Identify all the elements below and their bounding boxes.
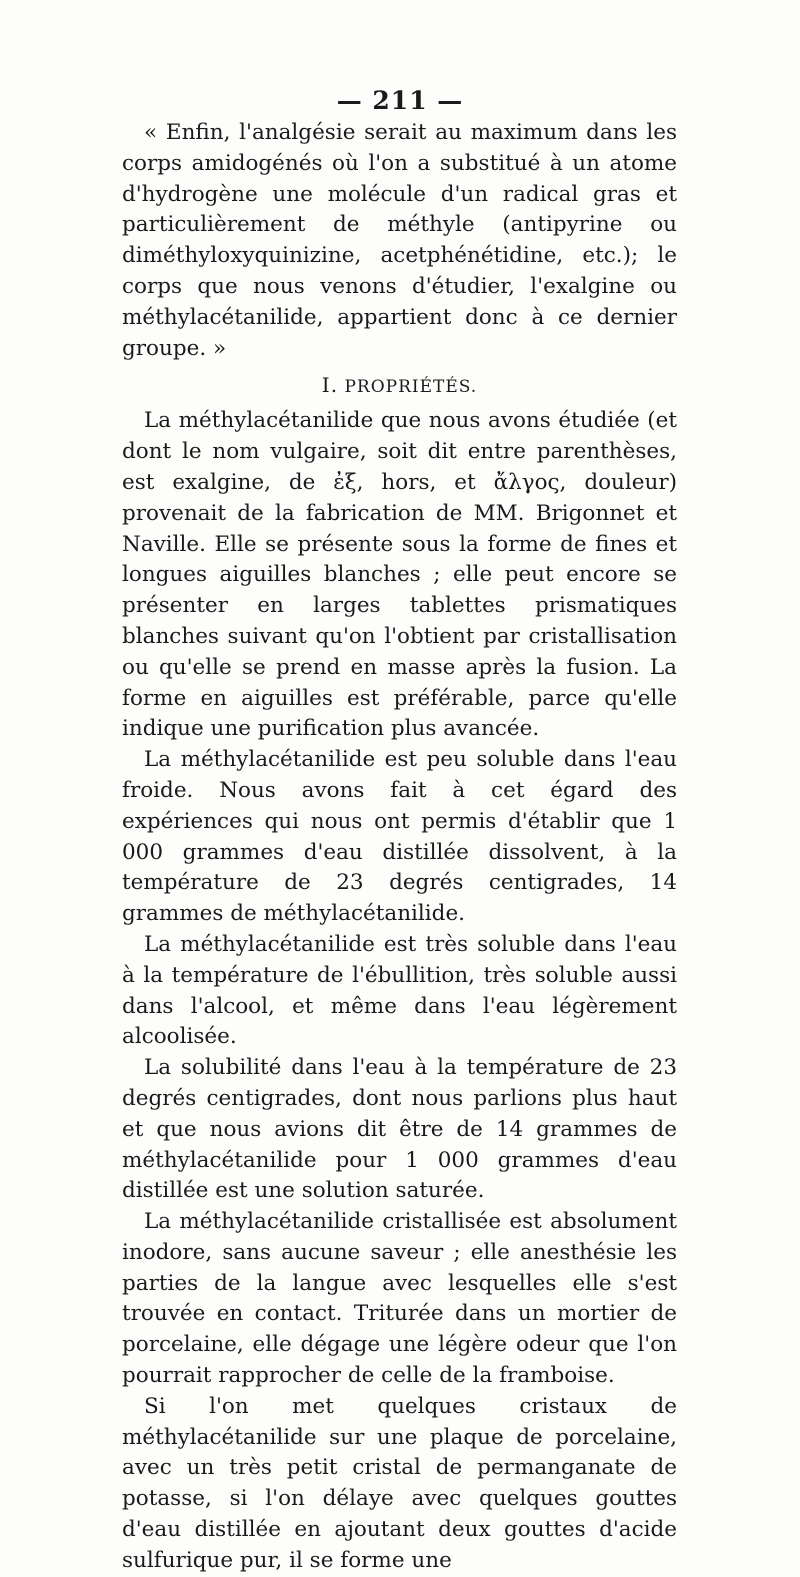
paragraph: La méthylacétanilide est peu soluble dans l'eau froide. Nous avons fait à cet égard des expériences qui nous ont permis d'établir que 1 000 grammes d'eau distillée dissolvent, à la température de 23 degrés centigrades, 14 grammes de méthylacétanilide. <box>122 747 677 927</box>
paragraph: La solubilité dans l'eau à la température de 23 degrés centigrades, dont nous parlions plus haut et que nous avions dit être de 14 grammes de méthylacétanilide pour 1 000 grammes d'eau distillée est une solution saturée. <box>122 1055 677 1204</box>
paragraph-quote: « Enfin, l'analgésie serait au maximum dans les corps amidogénés où l'on a substitué à un atome d'hydrogène une molécule d'un radical gras et particulièrement de méthyle (antipyrine ou diméthyloxyquinizine, acetphénétidine, etc.); le corps que nous venons d'étudier, l'exalgine ou méthylacétanilide, appartient donc à ce dernier groupe. » <box>122 120 677 361</box>
paragraph: Si l'on met quelques cristaux de méthylacétanilide sur une plaque de porcelaine, avec un très petit cristal de permanganate de potasse, si l'on délaye avec quelques gouttes d'eau distillée en ajoutant deux gouttes d'acide sulfurique pur, il se forme une <box>122 1393 677 1573</box>
paragraph: La méthylacétanilide que nous avons étudiée (et dont le nom vulgaire, soit dit entre parenthèses, est exalgine, de ἐξ, hors, et ἄλγος, douleur) provenait de la fabrication de MM. Brigonnet et Naville. Elle se présente sous la forme de fines et longues aiguilles blanches ; elle peut encore se présenter en larges tablettes prismatiques blanches suivant qu'on l'obtient par cristallisation ou qu'elle se prend en masse après la fusion. La forme en aiguilles est préférable, parce qu'elle indique une purification plus avancée. <box>122 408 677 742</box>
body-text <box>122 118 677 1577</box>
paragraph: La méthylacétanilide est très soluble dans l'eau à la température de l'ébullition, très soluble aussi dans l'alcool, et même dans l'eau légèrement alcoolisée. <box>122 931 677 1050</box>
section-title: PROPRIÉTÉS. <box>344 377 478 398</box>
page-number: — 211 — <box>336 86 464 115</box>
section-heading <box>122 370 677 402</box>
paragraph: La méthylacétanilide cristallisée est absolument inodore, sans aucune saveur ; elle anesthésie les parties de la langue avec lesquelles elle s'est trouvée en contact. Triturée dans un mortier de porcelaine, elle dégage une légère odeur que l'on pourrait rapprocher de celle de la framboise. <box>122 1209 677 1389</box>
section-number: I. <box>321 373 339 398</box>
